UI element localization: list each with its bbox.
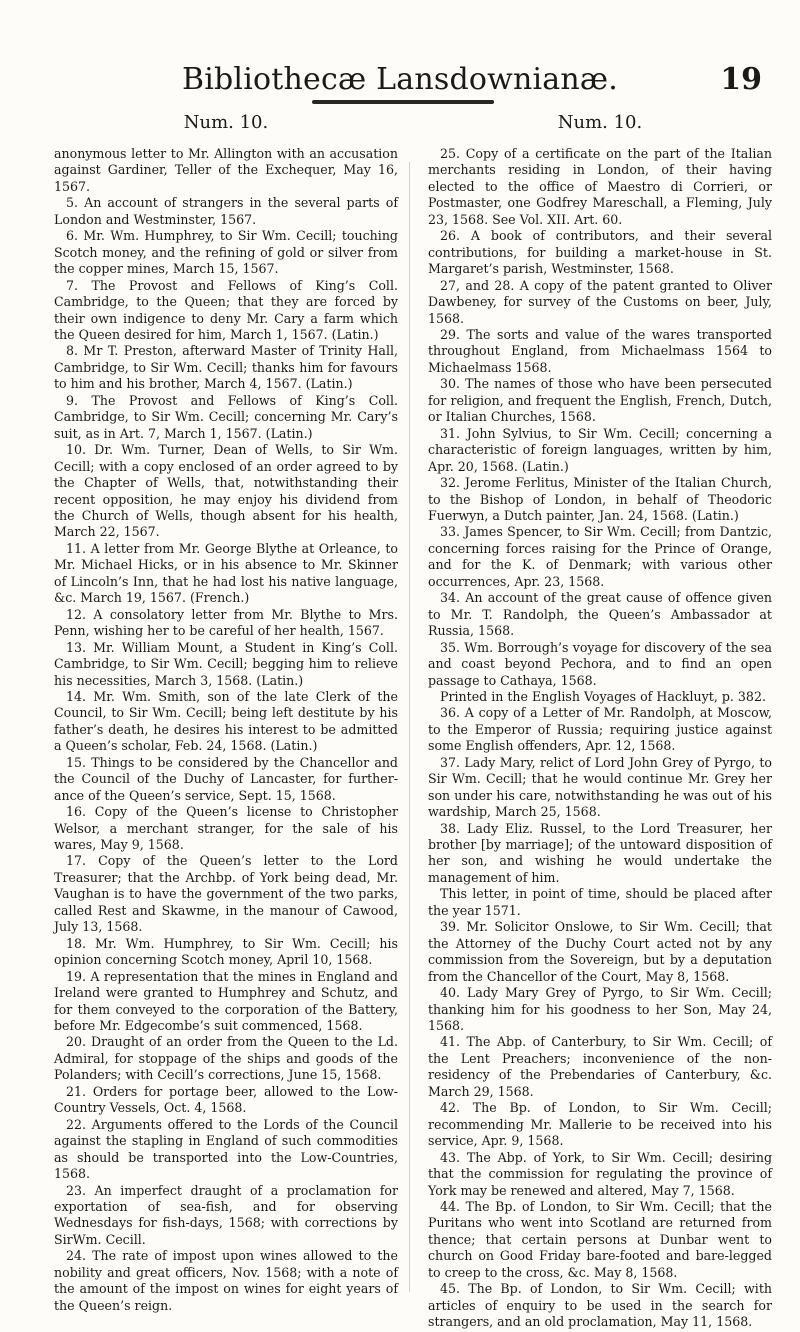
catalogue-entry: 24. The rate of impost upon wines allowed to the nobility and great officers, Nov. 1568; with a note of the amount of the impost on wines for eight years of the Queen’s reign. bbox=[54, 1248, 398, 1313]
catalogue-entry: 11. A letter from Mr. George Blythe at Orleance, to Mr. Michael Hicks, or in his absence to Mr. Skinner of Lincoln’s Inn, that he had lost his native language, &c. March 19, 1567. (French.) bbox=[54, 540, 398, 606]
catalogue-entry: 38. Lady Eliz. Russel, to the Lord Treasurer, her brother [by marriage]; of the untoward disposition of her son, and wishing he would undertake the management of him. bbox=[428, 820, 772, 885]
catalogue-entry: 22. Arguments offered to the Lords of the Council against the stapling in England of such commodities as should be transported into the Low-Countries, 1568. bbox=[54, 1116, 398, 1182]
catalogue-entry: 41. The Abp. of Canterbury, to Sir Wm. Cecill; of the Lent Preachers; inconvenience of the non-residency of the Prebendaries of Canterbury, &c. March 29, 1568. bbox=[428, 1034, 772, 1099]
catalogue-entry: 29. The sorts and value of the wares transported throughout England, from Michaelmass 1564 to Michaelmass 1568. bbox=[428, 326, 772, 375]
catalogue-entry: 23. An imperfect draught of a proclamation for exportation of sea-fish, and for observing Wednesdays for fish-days, 1568; with corrections by SirWm. Cecill. bbox=[54, 1182, 398, 1247]
catalogue-entry: 27, and 28. A copy of the patent granted to Oliver Dawbeney, for survey of the Customs on beer, July, 1568. bbox=[428, 277, 772, 326]
catalogue-entry: 17. Copy of the Queen’s letter to the Lord Treasurer; that the Archbp. of York being dead, Mr. Vaughan is to have the government of the two parks, called Rest and Skawme, in the manour of Cawood, July 13, 1568. bbox=[54, 853, 398, 935]
right-entry-list bbox=[428, 146, 772, 1331]
catalogue-entry: 14. Mr. Wm. Smith, son of the late Clerk of the Council, to Sir Wm. Cecill; being left destitute by his father’s death, he desires his interest to be admitted a Queen’s scholar, Feb. 24, 1568. (Latin.) bbox=[54, 688, 398, 754]
catalogue-entry: 20. Draught of an order from the Queen to the Ld. Admiral, for stoppage of the ships and goods of the Polanders; with Cecill’s corrections, June 15, 1568. bbox=[54, 1034, 398, 1083]
catalogue-entry: 37. Lady Mary, relict of Lord John Grey of Pyrgo, to Sir Wm. Cecill; that he would continue Mr. Grey her son under his care, notwithstanding he was out of his wardship, March 25, 1568. bbox=[428, 754, 772, 820]
catalogue-entry: 34. An account of the great cause of offence given to Mr. T. Randolph, the Queen’s Ambassador at Russia, 1568. bbox=[428, 590, 772, 639]
catalogue-entry: 19. A representation that the mines in England and Ireland were granted to Humphrey and Schutz, and for them conveyed to the corporation of the Battery, before Mr. Edgecombe’s suit commenced, 1568. bbox=[54, 968, 398, 1034]
right-column-heading: Num. 10. bbox=[557, 112, 643, 133]
catalogue-entry: 32. Jerome Ferlitus, Minister of the Italian Church, to the Bishop of London, in behalf of Theodoric Fuerwyn, a Dutch painter, Jan. 24, 1568. (Latin.) bbox=[428, 475, 772, 523]
catalogue-entry: 31. John Sylvius, to Sir Wm. Cecill; concerning a characteristic of foreign languages, written by him, Apr. 20, 1568. (Latin.) bbox=[428, 425, 772, 474]
catalogue-entry: 39. Mr. Solicitor Onslowe, to Sir Wm. Cecill; that the Attorney of the Duchy Court acted not by any commission from the Sovereign, but by a deputation from the Chancellor of the Court, May 8, 1568. bbox=[428, 919, 772, 984]
catalogue-entry: 21. Orders for portage beer, allowed to the Low-Country Vessels, Oct. 4, 1568. bbox=[54, 1083, 398, 1116]
catalogue-entry: 15. Things to be considered by the Chancellor and the Council of the Duchy of Lancaster, for further-ance of the Queen’s service, Sept. 15, 1568. bbox=[54, 754, 398, 803]
right-column bbox=[428, 112, 772, 1331]
left-column bbox=[54, 112, 398, 1314]
catalogue-entry: 5. An account of strangers in the several parts of London and Westminster, 1567. bbox=[54, 195, 398, 227]
catalogue-entry: 10. Dr. Wm. Turner, Dean of Wells, to Sir Wm. Cecill; with a copy enclosed of an order agreed to by the Chapter of Wells, that, notwithstanding their recent opposition, he may enjoy his dividend from the Church of Wells, though absent for his health, March 22, 1567. bbox=[54, 442, 398, 540]
left-entry-list bbox=[54, 146, 398, 1314]
catalogue-entry: 13. Mr. William Mount, a Student in King’s Coll. Cambridge, to Sir Wm. Cecill; begging him to relieve his necessities, March 3, 1568. (Latin.) bbox=[54, 639, 398, 688]
catalogue-entry: 44. The Bp. of London, to Sir Wm. Cecill; that the Puritans who went into Scotland are returned from thence; that certain persons at Dunbar went to church on Good Friday bare-footed and bare-legged to creep to the cross, &c. May 8, 1568. bbox=[428, 1199, 772, 1280]
catalogue-entry: 18. Mr. Wm. Humphrey, to Sir Wm. Cecill; his opinion concerning Scotch money, April 10, 1568. bbox=[54, 935, 398, 968]
catalogue-entry: 42. The Bp. of London, to Sir Wm. Cecill; recommending Mr. Mallerie to be received into his service, Apr. 9, 1568. bbox=[428, 1100, 772, 1149]
column-divider bbox=[409, 162, 410, 1292]
header-rule bbox=[312, 100, 494, 104]
catalogue-entry: Printed in the English Voyages of Hackluyt, p. 382. bbox=[440, 688, 766, 704]
catalogue-entry: 9. The Provost and Fellows of King’s Coll. Cambridge, to Sir Wm. Cecill; concerning Mr. Cary’s suit, as in Art. 7, March 1, 1567. (Latin.) bbox=[54, 392, 398, 441]
catalogue-entry: 6. Mr. Wm. Humphrey, to Sir Wm. Cecill; touching Scotch money, and the refining of gold or silver from the copper mines, March 15, 1567. bbox=[54, 228, 398, 277]
catalogue-entry: 33. James Spencer, to Sir Wm. Cecill; from Dantzic, concerning forces raising for the Prince of Orange, and for the K. of Denmark; with various other occurrences, Apr. 23, 1568. bbox=[428, 524, 772, 589]
page-title: Bibliothecæ Lansdownianæ. bbox=[181, 62, 619, 97]
left-column-heading: Num. 10. bbox=[183, 112, 269, 133]
catalogue-entry: 7. The Provost and Fellows of King’s Coll. Cambridge, to the Queen; that they are forced by their own indigence to deny Mr. Cary a farm which the Queen desired for him, March 1, 1567. (Latin.) bbox=[54, 277, 398, 342]
catalogue-entry: 35. Wm. Borrough’s voyage for discovery of the sea and coast beyond Pechora, and to find an open passage to Cathaya, 1568. bbox=[428, 639, 772, 688]
catalogue-entry: 16. Copy of the Queen’s license to Christopher Welsor, a merchant stranger, for the sale of his wares, May 9, 1568. bbox=[54, 804, 398, 853]
catalogue-entry: 45. The Bp. of London, to Sir Wm. Cecill; with articles of enquiry to be used in the search for strangers, and an old proclamation, May 11, 1568. bbox=[428, 1281, 772, 1330]
catalogue-entry: This letter, in point of time, should be placed after the year 1571. bbox=[428, 886, 772, 918]
catalogue-entry: anonymous letter to Mr. Allington with an accusation against Gardiner, Teller of the Exchequer, May 16, 1567. bbox=[54, 146, 398, 194]
catalogue-entry: 26. A book of contributors, and their several contributions, for building a market-house in St. Margaret’s parish, Westminster, 1568. bbox=[428, 228, 772, 277]
page-number: 19 bbox=[720, 62, 762, 97]
catalogue-entry: 40. Lady Mary Grey of Pyrgo, to Sir Wm. Cecill; thanking him for his goodness to her Son, May 24, 1568. bbox=[428, 985, 772, 1034]
catalogue-entry: 12. A consolatory letter from Mr. Blythe to Mrs. Penn, wishing her to be careful of her health, 1567. bbox=[54, 606, 398, 639]
catalogue-entry: 36. A copy of a Letter of Mr. Randolph, at Moscow, to the Emperor of Russia; requiring justice against some English offenders, Apr. 12, 1568. bbox=[428, 705, 772, 754]
catalogue-entry: 25. Copy of a certificate on the part of the Italian merchants residing in London, of their having elected to the office of Maestro di Corrieri, or Postmaster, one Godfrey Mareschall, a Fleming, July 23, 1568. See Vol. XII. Art. 60. bbox=[428, 146, 772, 227]
catalogue-entry: 43. The Abp. of York, to Sir Wm. Cecill; desiring that the commission for regulating the province of York may be renewed and altered, May 7, 1568. bbox=[428, 1149, 772, 1198]
catalogue-entry: 8. Mr T. Preston, afterward Master of Trinity Hall, Cambridge, to Sir Wm. Cecill; thanks him for favours to him and his brother, March 4, 1567. (Latin.) bbox=[54, 343, 398, 392]
catalogue-entry: 30. The names of those who have been persecuted for religion, and frequent the English, French, Dutch, or Italian Churches, 1568. bbox=[428, 376, 772, 425]
